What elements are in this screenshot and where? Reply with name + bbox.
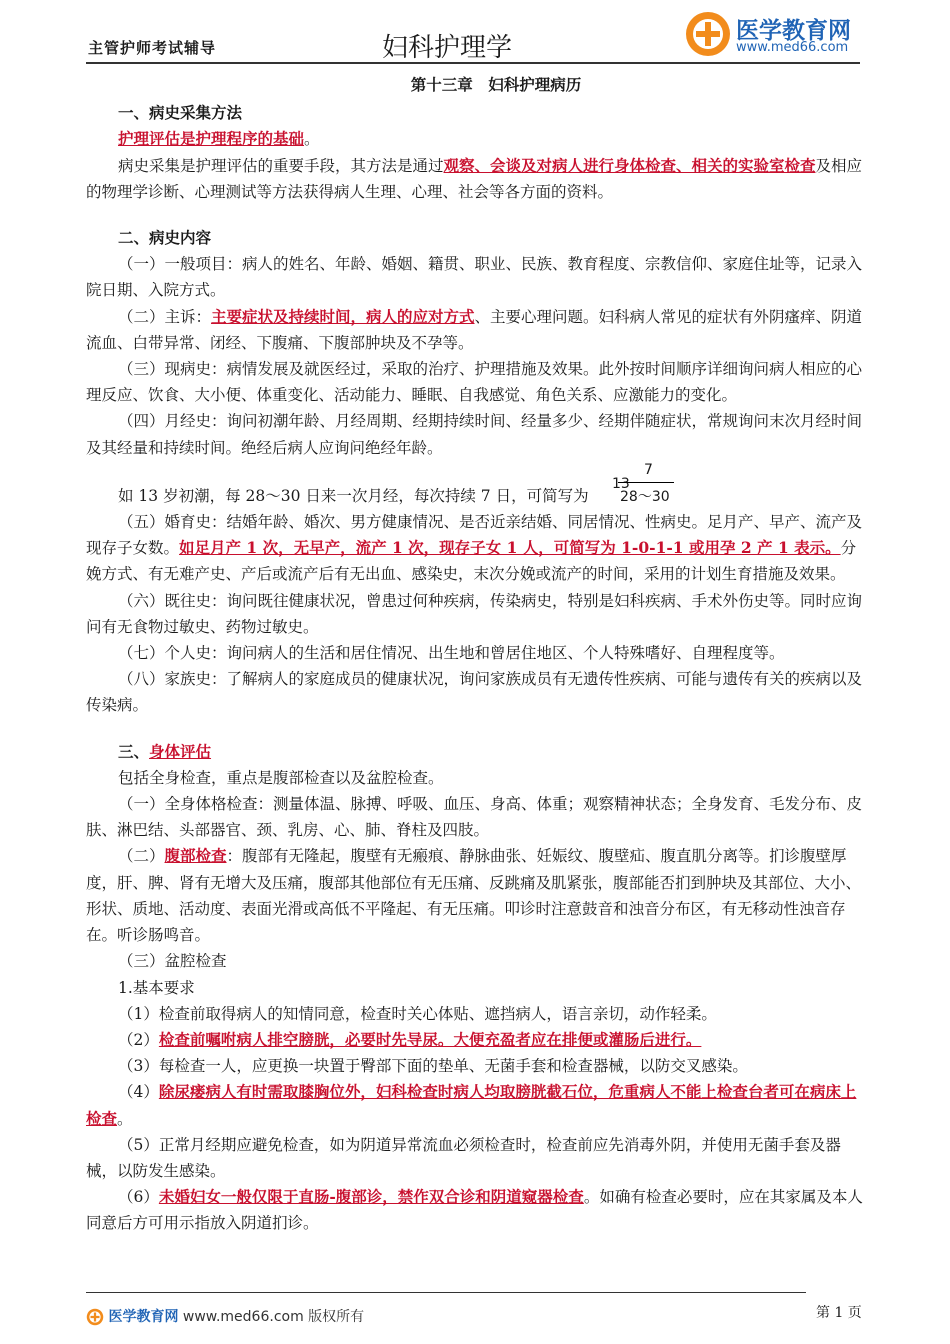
requirement-6: （6）未婚妇女一般仅限于直肠-腹部诊，禁作双合诊和阴道窥器检查。如确有检查必要时，应在其家属及本人同意后方可用示指放入阴道扪诊。 [86, 1187, 863, 1233]
footer-logo-text: 医学教育网 [108, 1309, 179, 1325]
section3-intro: 包括全身检查，重点是腹部检查以及盆腔检查。 [118, 768, 444, 787]
section2-item1: （一）一般项目：病人的姓名、年龄、婚姻、籍贯、职业、民族、教育程度、宗教信仰、家庭住址等，记录入院日期、入院方式。 [86, 255, 863, 300]
highlight: 观察、会谈及对病人进行身体检查、相关的实验室检查 [443, 155, 816, 175]
formula-age: 13 [612, 476, 630, 492]
header-left-title: 主管护师考试辅导 [88, 39, 217, 57]
requirement-1: （1）检查前取得病人的知情同意，检查时关心体贴、遮挡病人，语言亲切，动作轻柔。 [118, 1004, 717, 1023]
highlight: 护理评估是护理程序的基础 [118, 129, 305, 149]
footer-brand [86, 1306, 386, 1330]
highlight: 腹部检查 [164, 846, 227, 866]
section3-item3: （三）盆腔检查 [118, 952, 227, 971]
footer-divider [86, 1292, 806, 1293]
page-number: 第 1 页 [816, 1305, 862, 1321]
section2-item5: （五）婚育史：结婚年龄、婚次、男方健康情况、是否近亲结婚、同居情况、性病史。足月产、早产、流产及现存子女数。如足月产 1 次，无早产，流产 1 次，现存子女 1 人，可简写为 1-0-1-1 或用孕 2 产 1 表示。分娩方式、有无难产史、产后或流产后有无出血、感染史，末次分娩或流产的时间，采用的计划生育措施及效果。 [86, 513, 863, 584]
formula-numerator: 7 [644, 462, 653, 478]
document-body [86, 72, 866, 1237]
section2-item4: （四）月经史：询问初潮年龄、月经周期、经期持续时间、经量多少、经期伴随症状，常规询问末次月经时间及其经量和持续时间。绝经后病人应询问绝经年龄。 [86, 412, 863, 457]
section2-item2: （二）主诉：主要症状及持续时间，病人的应对方式、主要心理问题。妇科病人常见的症状有外阴瘙痒、阴道流血、白带异常、闭经、下腹痛、下腹部肿块及不孕等。 [86, 306, 863, 352]
section2-heading: 二、病史内容 [118, 228, 212, 248]
section2-item8: （八）家族史：了解病人的家庭成员的健康状况，询问家族成员有无遗传性疾病、可能与遗传有关的疾病以及传染病。 [86, 670, 863, 715]
spacer [86, 719, 866, 739]
highlight: 主要症状及持续时间，病人的应对方式 [211, 306, 475, 326]
requirement-5: （5）正常月经期应避免检查，如为阴道异常流血必须检查时，检查前应先消毒外阴，并使用无菌手套及器械，以防发生感染。 [86, 1135, 841, 1180]
highlight: 身体评估 [149, 741, 212, 761]
logo-title: 医学教育网 [736, 18, 851, 44]
med66-logo-icon [684, 10, 732, 58]
section1-p2: 病史采集是护理评估的重要手段，其方法是通过观察、会谈及对病人进行身体检查、相关的实验室检查及相应的物理学诊断、心理测试等方法获得病人生理、心理、社会等各方面的资料。 [86, 155, 863, 201]
logo-url: www.med66.com [736, 40, 849, 55]
spacer [86, 205, 866, 225]
highlight: 如足月产 1 次，无早产，流产 1 次，现存子女 1 人，可简写为 1-0-1-1 或用孕 2 产 1 表示。 [179, 538, 841, 558]
spacer [86, 461, 866, 483]
section3-heading: 三、身体评估 [118, 741, 212, 761]
chapter-title: 第十三章 妇科护理病历 [410, 75, 582, 94]
menstrual-example: 如 13 岁初潮，每 28～30 日来一次月经，每次持续 7 日，可简写为 [118, 486, 589, 505]
formula-denominator: 28～30 [620, 489, 670, 505]
med66-logo-icon [86, 1308, 104, 1326]
footer-url: www.med66.com 版权所有 [182, 1309, 365, 1325]
formula-bar [618, 482, 674, 483]
section3-item2: （二）腹部检查：腹部有无隆起，腹壁有无瘢痕、静脉曲张、妊娠纹、腹壁疝、腹直肌分离等。扪诊腹壁厚度，肝、脾、肾有无增大及压痛，腹部其他部位有无压痛、反跳痛及肌紧张，腹部能否扪到肿块及其部位、大小、形状、质地、活动度、表面光滑或高低不平隆起、有无压痛。叩诊时注意鼓音和浊音分布区，有无移动性浊音存在。听诊肠鸣音。 [86, 846, 862, 945]
highlight: 检查前嘱咐病人排空膀胱，必要时先导尿。大便充盈者应在排便或灌肠后进行。 [158, 1029, 702, 1049]
section2-item3: （三）现病史：病情发展及就医经过，采取的治疗、护理措施及效果。此外按时间顺序详细询问病人相应的心理反应、饮食、大小便、体重变化、活动能力、睡眠、自我感觉、角色关系、应激能力的变化。 [86, 360, 863, 405]
section2-item6: （六）既往史：询问既往健康状况，曾患过何种疾病，传染病史，特别是妇科疾病、手术外伤史等。同时应询问有无食物过敏史、药物过敏史。 [86, 591, 863, 636]
basic-requirements-title: 1.基本要求 [118, 978, 195, 997]
header-center-title: 妇科护理学 [382, 33, 513, 63]
requirement-2: （2）检查前嘱咐病人排空膀胱，必要时先导尿。大便充盈者应在排便或灌肠后进行。 [118, 1029, 702, 1049]
section3-item1: （一）全身体格检查：测量体温、脉搏、呼吸、血压、身高、体重；观察精神状态；全身发育、毛发分布、皮肤、淋巴结、头部器官、颈、乳房、心、肺、脊柱及四肢。 [86, 795, 863, 840]
header-logo [684, 10, 884, 60]
requirement-3: （3）每检查一人，应更换一块置于臀部下面的垫单、无菌手套和检查器械，以防交叉感染。 [118, 1057, 748, 1076]
requirement-4: （4）除尿瘘病人有时需取膝胸位外，妇科检查时病人均取膀胱截石位，危重病人不能上检查台者可在病床上检查。 [86, 1082, 857, 1128]
section1-p1: 护理评估是护理程序的基础。 [118, 129, 320, 149]
header-divider [86, 62, 860, 64]
section2-item7: （七）个人史：询问病人的生活和居住情况、出生地和曾居住地区、个人特殊嗜好、自理程度等。 [118, 644, 785, 663]
highlight: 未婚妇女一般仅限于直肠-腹部诊，禁作双合诊和阴道窥器检查 [158, 1187, 584, 1207]
highlight: 除尿瘘病人有时需取膝胸位外，妇科检查时病人均取膀胱截石位，危重病人不能上检查台者可在病床上检查 [86, 1082, 857, 1128]
section1-heading: 一、病史采集方法 [118, 103, 243, 123]
